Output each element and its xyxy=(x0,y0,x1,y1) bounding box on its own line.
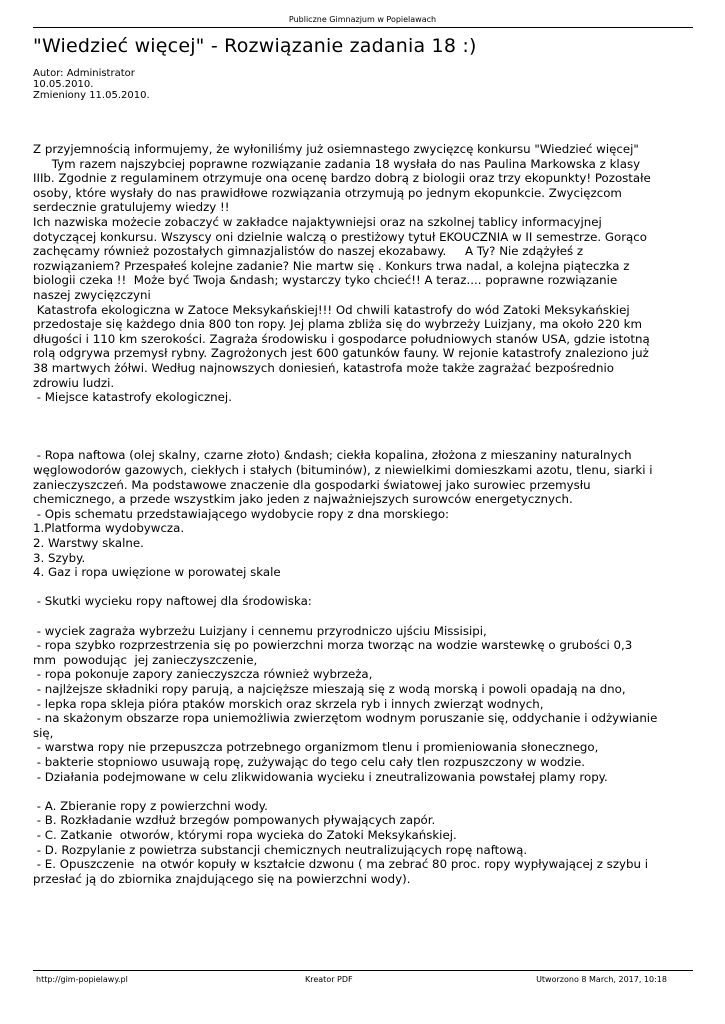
article-author: Autor: Administrator xyxy=(33,68,135,79)
body-line: 38 martwych żółwi. Według najnowszych doniesień, katastrofa może także zagrażać bezpośrednio xyxy=(33,360,614,375)
body-line: - A. Zbieranie ropy z powierzchni wody. xyxy=(33,798,268,813)
footer-created-at: Utworzono 8 March, 2017, 10:18 xyxy=(536,975,667,984)
body-line: - B. Rozkładanie wzdłuż brzegów pompowanych pływających zapór. xyxy=(33,813,436,828)
body-line: rolą odgrywa przemysł rybny. Zagrożonych jest 600 gatunków fauny. W rejonie katastrofy znaleziono już xyxy=(33,346,649,361)
blank-line xyxy=(33,405,697,420)
body-line: - lepka ropa skleja pióra ptaków morskich oraz skrzela ryb i innych zwierząt wodnych, xyxy=(33,696,544,711)
body-line: - C. Zatkanie otworów, którymi ropa wycieka do Zatoki Meksykańskiej. xyxy=(33,827,457,842)
body-line: Ich nazwiska możecie zobaczyć w zakładce najaktywniejsi oraz na szkolnej tablicy informacyjnej xyxy=(33,214,602,229)
blank-line xyxy=(33,609,697,624)
body-line: osoby, które wysłały do nas prawidłowe rozwiązania otrzymują po jednym ekopunkcie. Zwycięzcom xyxy=(33,185,622,200)
body-line: zanieczyszczeń. Ma podstawowe znaczenie dla gospodarki światowej jako surowiec przemysłu xyxy=(33,477,591,492)
body-line: - Działania podejmowane w celu zlikwidowania wycieku i zneutralizowania powstałej plamy ropy. xyxy=(33,769,608,784)
body-line: naszej zwycięzczyni xyxy=(33,287,151,302)
page-header: Publiczne Gimnazjum w Popielawach xyxy=(288,15,437,24)
body-line: mm powodując jej zanieczyszczenie, xyxy=(33,652,258,667)
header-divider xyxy=(33,27,693,28)
article-created-date: 10.05.2010. xyxy=(33,79,94,90)
blank-line xyxy=(33,434,697,449)
body-line: biologii czeka !! Może być Twoja &ndash; wystarczy tyko chcieć!! A teraz.... poprawne rozwiązanie xyxy=(33,273,618,288)
footer-divider xyxy=(33,970,693,971)
article-body xyxy=(33,142,697,886)
body-line: - wyciek zagraża wybrzeżu Luizjany i cennemu przyrodniczo ujściu Missisipi, xyxy=(33,623,487,638)
body-line: - Miejsce katastrofy ekologicznej. xyxy=(33,390,232,405)
body-line: chemicznego, a przede wszystkim jako jeden z najważniejszych surowców energetycznych. xyxy=(33,492,573,507)
body-line: rozwiązaniem? Przespałeś kolejne zadanie? Nie martw się . Konkurs trwa nadal, a kolejna piąteczka z xyxy=(33,258,630,273)
footer-url: http://gim-popielawy.pl xyxy=(36,975,128,984)
body-line: - warstwa ropy nie przepuszcza potrzebnego organizmom tlenu i promieniowania słonecznego, xyxy=(33,740,599,755)
body-line: Katastrofa ekologiczna w Zatoce Meksykańskiej!!! Od chwili katastrofy do wód Zatoki Meksykańskiej xyxy=(33,302,630,317)
body-line: - E. Opuszczenie na otwór kopuły w kształcie dzwonu ( ma zebrać 80 proc. ropy wypływającej z szybu i xyxy=(33,857,648,872)
body-line: 4. Gaz i ropa uwięzione w porowatej skale xyxy=(33,565,281,580)
body-line: - ropa szybko rozprzestrzenia się po powierzchni morza tworząc na wodzie warstewkę o grubości 0,3 xyxy=(33,638,633,653)
body-line: - na skażonym obszarze ropa uniemożliwia zwierzętom wodnym poruszanie się, oddychanie i odżywianie xyxy=(33,711,658,726)
body-line: długości i 110 km szerokości. Zagraża środowisku i gospodarce południowych stanów USA, gdzie istotną xyxy=(33,331,650,346)
article-modified-date: Zmieniony 11.05.2010. xyxy=(33,90,150,101)
body-line: zachęcamy również pozostałych gimnazjalistów do naszej ekozabawy. A Ty? Nie zdążyłeś z xyxy=(33,244,584,259)
body-line: dotyczącej konkursu. Wszyscy oni dzielnie walczą o prestiżowy tytuł EKOUCZNIA w II semestrze. Gorąco xyxy=(33,229,647,244)
article-title: "Wiedzieć więcej" - Rozwiązanie zadania 18 :) xyxy=(33,35,477,57)
article-meta xyxy=(33,68,150,101)
body-line: - D. Rozpylanie z powietrza substancji chemicznych neutralizujących ropę naftową. xyxy=(33,842,528,857)
body-line: 2. Warstwy skalne. xyxy=(33,536,144,551)
body-line: IIIb. Zgodnie z regulaminem otrzymuje ona ocenę bardzo dobrą z biologii oraz trzy ekopunkty! Pozostałe xyxy=(33,171,651,186)
body-line: 1.Platforma wydobywcza. xyxy=(33,521,185,536)
body-line: - Skutki wycieku ropy naftowej dla środowiska: xyxy=(33,594,312,609)
body-line: węglowodorów gazowych, ciekłych i stałych (bituminów), z niewielkimi domieszkami azotu, tlenu, siarki i xyxy=(33,463,653,478)
blank-line xyxy=(33,580,697,595)
body-line: - ropa pokonuje zapory zanieczyszcza również wybrzeża, xyxy=(33,667,373,682)
body-line: Tym razem najszybciej poprawne rozwiązanie zadania 18 wysłała do nas Paulina Markowska z klasy xyxy=(33,156,641,171)
footer-generator: Kreator PDF xyxy=(305,975,353,984)
body-line: przesłać ją do zbiornika znajdującego się na powierzchni wody). xyxy=(33,871,411,886)
body-line: - Ropa naftowa (olej skalny, czarne złoto) &ndash; ciekła kopalina, złożona z mieszaniny naturalnych xyxy=(33,448,632,463)
body-line: serdecznie gratulujemy wiedzy !! xyxy=(33,200,230,215)
body-line: przedostaje się każdego dnia 800 ton ropy. Jej plama zbliża się do wybrzeży Luizjany, ma około 220 km xyxy=(33,317,642,332)
body-line: zdrowiu ludzi. xyxy=(33,375,115,390)
body-line: - bakterie stopniowo usuwają ropę, zużywając do tego celu cały tlen rozpuszczony w wodzie. xyxy=(33,754,586,769)
body-line: się, xyxy=(33,725,54,740)
blank-line xyxy=(33,784,697,799)
blank-line xyxy=(33,419,697,434)
body-line: - Opis schematu przedstawiającego wydobycie ropy z dna morskiego: xyxy=(33,506,450,521)
body-line: Z przyjemnością informujemy, że wyłoniliśmy już osiemnastego zwycięzcę konkursu "Wiedzieć więcej" xyxy=(33,142,639,156)
body-line: - najlżejsze składniki ropy parują, a najcięższe mieszają się z wodą morską i powoli opadają na dno, xyxy=(33,681,626,696)
body-line: 3. Szyby. xyxy=(33,550,86,565)
